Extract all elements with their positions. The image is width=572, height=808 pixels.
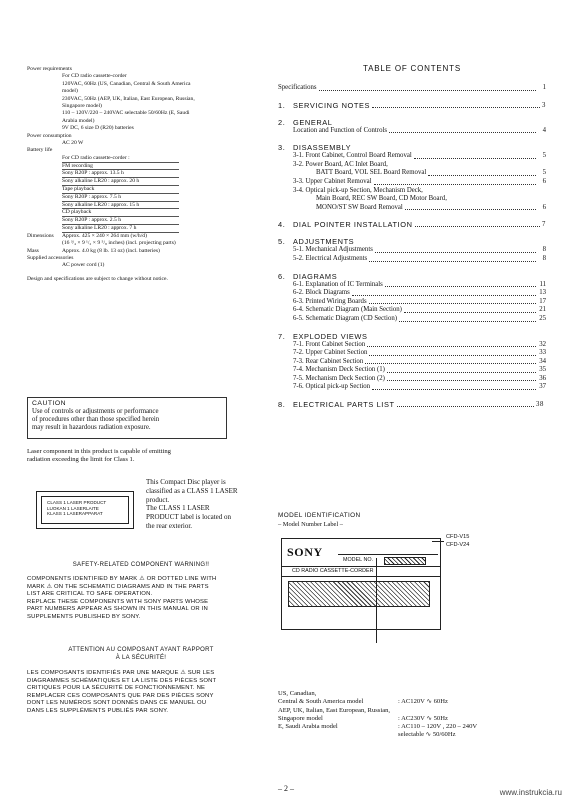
- safety-line: SUPPLEMENTS PUBLISHED BY SONY.: [27, 613, 141, 620]
- section-title: DIAL POINTER INSTALLATION: [293, 220, 413, 230]
- battery-row: Sony R20P : approx. 13.5 h: [62, 170, 179, 178]
- attention-line: LES COMPOSANTS IDENTIFIÉS PAR UNE MARQUE ⚠ SUR LES: [27, 670, 215, 676]
- toc-entry-label: 7-6. Optical pick-up Section: [293, 383, 371, 391]
- table-of-contents: [278, 64, 546, 409]
- specifications-block: [27, 66, 267, 283]
- toc-entry: [278, 195, 546, 204]
- section-title: EXPLODED VIEWS: [293, 331, 368, 341]
- compact-line: classified as a CLASS 1 LASER: [146, 486, 238, 495]
- safety-body: [27, 576, 257, 622]
- safety-line: PART NUMBERS APPEAR AS SHOWN IN THIS MANUAL OR IN: [27, 606, 208, 613]
- laser-label-line: KLASS 1 LASERAPPARAT: [47, 511, 103, 517]
- toc-entry-page: 6: [542, 203, 546, 211]
- region-head: US, Canadian,: [278, 690, 317, 697]
- region-label: Central & South America model: [278, 698, 364, 706]
- battery-row: CD playback: [62, 209, 179, 217]
- mass-row: [27, 248, 267, 255]
- toc-entry[interactable]: [278, 169, 546, 178]
- mass-label: Mass: [27, 247, 39, 254]
- laser-label-line: LUOKAN 1 LASERLAITE: [47, 505, 99, 511]
- toc-entry[interactable]: [278, 366, 546, 375]
- power-line: 120VAC, 60Hz (US, Canadian, Central & South America: [62, 80, 191, 87]
- sony-logo: SONY: [287, 545, 323, 559]
- section-number: 3.: [278, 143, 286, 153]
- region-label: AEP, UK, Italian, East European, Russian,: [278, 706, 391, 714]
- model-number-label-diagram: [281, 538, 441, 630]
- toc-entry-label: 7-5. Mechanism Deck Section (2): [293, 374, 385, 382]
- toc-entry[interactable]: [278, 298, 546, 307]
- section-number: 6.: [278, 271, 286, 281]
- laser-note-line: Laser component in this product is capable of emitting: [27, 448, 171, 455]
- power-line: model): [62, 88, 78, 95]
- model-no-hatch: [384, 557, 426, 565]
- toc-entry-page: 32: [539, 340, 546, 348]
- toc-entry-label: BATT Board, VOL SEL Board Removal: [316, 169, 427, 177]
- section-page: 7: [542, 221, 546, 229]
- safety-line: MARK ⚠ ON THE SCHEMATIC DIAGRAMS AND IN THE PARTS: [27, 583, 209, 590]
- toc-entry[interactable]: [278, 84, 546, 93]
- power-line: 230VAC, 50Hz (AEP, UK, Italian, East European, Russian,: [62, 95, 195, 102]
- toc-entry-label: Location and Function of Controls: [293, 126, 388, 134]
- toc-entry-label: 7-4. Mechanism Deck Section (1): [293, 366, 385, 374]
- toc-entry[interactable]: [278, 349, 546, 358]
- toc-entry[interactable]: [278, 358, 546, 367]
- toc-section-8[interactable]: [278, 400, 546, 409]
- power-line: 9V DC, 6 size D (R20) batteries: [62, 125, 134, 132]
- power-requirements-label: Power requirements: [27, 66, 72, 72]
- toc-entry-page: 21: [539, 306, 546, 314]
- power-consumption-label: Power consumption: [27, 132, 72, 139]
- toc-entry-label: 3-4. Optical pick-up Section, Mechanism Deck,: [293, 186, 423, 194]
- toc-entry-label: 3-1. Front Cabinet, Control Board Removal: [293, 152, 412, 160]
- toc-entry-page: 33: [539, 349, 546, 357]
- safety-title: SAFETY-RELATED COMPONENT WARNING!!: [72, 562, 210, 568]
- section-page: 3: [542, 101, 546, 109]
- toc-entry[interactable]: [278, 375, 546, 384]
- compact-line: This Compact Disc player is: [146, 478, 226, 486]
- toc-entry-label: 6-5. Schematic Diagram (CD Section): [293, 314, 398, 322]
- leader-line: [376, 558, 377, 643]
- section-title: DISASSEMBLY: [293, 143, 352, 153]
- toc-entry-label: 3-2. Power Board, AC Inlet Board,: [293, 160, 388, 168]
- accessories-value: AC power cord (1): [62, 262, 105, 269]
- toc-entry-page: 25: [539, 314, 546, 322]
- product-name-bar: [282, 566, 440, 577]
- compact-disc-note: [146, 478, 256, 531]
- region-label: [278, 731, 398, 739]
- caution-line: of procedures other than those specified herein: [32, 416, 160, 423]
- region-value: : AC230V ∿ 50Hz: [398, 714, 448, 722]
- power-for-model: For CD radio cassette-corder: [62, 73, 127, 80]
- region-value: : AC110 – 120V , 220 – 240V: [398, 723, 478, 731]
- power-consumption-value: AC 20 W: [62, 140, 84, 147]
- battery-life-table: [62, 155, 179, 233]
- toc-entry[interactable]: [278, 281, 546, 290]
- toc-entry[interactable]: [278, 255, 546, 264]
- compact-line: product.: [146, 495, 170, 504]
- safety-line: LIST ARE CRITICAL TO SAFE OPERATION.: [27, 591, 153, 598]
- toc-entry-label: 6-3. Printed Wiring Boards: [293, 297, 367, 305]
- toc-entry-page: 11: [539, 280, 546, 288]
- laser-label-text: [41, 496, 129, 524]
- model-list: [446, 533, 469, 549]
- toc-entry-page: 8: [542, 254, 546, 262]
- region-label: E, Saudi Arabia model: [278, 723, 338, 731]
- power-line: Singapore model): [62, 103, 102, 110]
- toc-section-3: [278, 143, 546, 152]
- toc-entry-page: 8: [542, 246, 546, 254]
- toc-entry: [278, 161, 546, 170]
- model-no-field: [338, 554, 438, 566]
- dimensions-value-inch: (16 ³/₄ × 9 ¹/₂ × 9 ⁵/₈ inches) (incl. projecting parts): [62, 240, 176, 247]
- section-title: ELECTRICAL PARTS LIST: [293, 400, 395, 410]
- toc-section-6: [278, 272, 546, 281]
- model-identification-subtitle: – Model Number Label –: [278, 521, 343, 528]
- toc-entry[interactable]: [278, 127, 546, 136]
- toc-entry-page: 13: [539, 289, 546, 297]
- battery-row: Sony alkaline LR20 : approx. 7 h: [62, 225, 179, 233]
- toc-entry[interactable]: [278, 306, 546, 315]
- section-number: 4.: [278, 220, 286, 230]
- product-name: CD RADIO CASSETTE-CORDER: [292, 568, 374, 574]
- battery-row: Sony alkaline LR20 : approx. 15 h: [62, 201, 179, 209]
- region-row: [278, 698, 548, 706]
- accessories-label: Supplied accessories: [27, 255, 74, 262]
- toc-entry-label: 3-3. Upper Cabinet Removal: [293, 177, 372, 185]
- laser-note-line: radiation exceeding the limit for Class 1.: [27, 456, 135, 464]
- toc-section-2: [278, 118, 546, 127]
- section-title: GENERAL: [293, 117, 333, 127]
- caution-box: [27, 397, 227, 439]
- toc-entry-label: MONO/ST SW Board Removal: [316, 203, 403, 211]
- laser-class-label: [36, 491, 134, 529]
- battery-row: Sony R20P : approx. 7.5 h: [62, 193, 179, 201]
- toc-entry[interactable]: [278, 383, 546, 392]
- model-identification-title: MODEL IDENTIFICATION: [278, 512, 361, 519]
- toc-entry-page: 6: [542, 177, 546, 185]
- caution-line: may result in hazardous radiation exposure.: [32, 424, 151, 431]
- battery-row: Tape playback: [62, 186, 179, 194]
- attention-body: [27, 670, 257, 716]
- region-voltage-table: [278, 690, 548, 740]
- leader-line-models: [432, 541, 444, 542]
- region-row: [278, 707, 548, 715]
- battery-row: Sony R20P : approx. 2.5 h: [62, 217, 179, 225]
- section-title: SERVICING NOTES: [293, 100, 371, 110]
- caution-line: Use of controls or adjustments or performance: [32, 408, 159, 415]
- label-hatch-area: [288, 581, 430, 607]
- region-value: : AC120V ∿ 60Hz: [398, 698, 448, 706]
- compact-line: the rear exterior.: [146, 521, 193, 530]
- battery-row: Sony alkaline LR20 : approx. 20 h: [62, 178, 179, 186]
- toc-entry[interactable]: [278, 341, 546, 350]
- dimensions-label: Dimensions: [27, 232, 54, 239]
- toc-entry-label: 7-1. Front Cabinet Section: [293, 340, 366, 348]
- toc-section-5: [278, 237, 546, 246]
- attention-title: [27, 647, 255, 662]
- toc-entry-page: 4: [542, 126, 546, 134]
- section-title: DIAGRAMS: [293, 271, 338, 281]
- section-number: 8.: [278, 400, 286, 410]
- toc-section-1[interactable]: [278, 101, 546, 110]
- toc-entry-page: 35: [539, 366, 546, 374]
- toc-entry[interactable]: [278, 178, 546, 187]
- section-number: 7.: [278, 331, 286, 341]
- toc-entry-page: 34: [539, 357, 546, 365]
- toc-title: TABLE OF CONTENTS: [363, 64, 461, 73]
- attention-line: DONT LES NUMÉROS SONT DONNÉS DANS CE MANUEL OU: [27, 700, 207, 707]
- model-name: CFD-V24: [446, 542, 470, 548]
- toc-entry: [278, 187, 546, 196]
- toc-entry-label: 6-4. Schematic Diagram (Main Section): [293, 306, 402, 314]
- spec-disclaimer: Design and specifications are subject to change without notice.: [27, 275, 168, 282]
- laser-label-line: CLASS 1 LASER PRODUCT: [47, 500, 107, 505]
- toc-entry[interactable]: [278, 315, 546, 324]
- section-number: 2.: [278, 117, 286, 127]
- toc-entry-page: 5: [542, 152, 546, 160]
- attention-title-line: ATTENTION AU COMPOSANT AYANT RAPPORT: [68, 647, 214, 653]
- power-line: Arabia model): [62, 117, 95, 124]
- attention-line: CRITIQUES POUR LA SÉCURITÉ DE FONCTIONNEMENT. NE: [27, 685, 206, 692]
- toc-entry-label: 7-2. Upper Cabinet Section: [293, 349, 368, 357]
- toc-entry-label: Specifications: [278, 84, 317, 91]
- region-row: [278, 723, 548, 731]
- toc-entry-label: 6-1. Explanation of IC Terminals: [293, 280, 383, 288]
- safety-line: REPLACE THESE COMPONENTS WITH SONY PARTS WHOSE: [27, 598, 209, 605]
- toc-section-7: [278, 332, 546, 341]
- toc-section-4[interactable]: [278, 220, 546, 229]
- region-row: [278, 715, 548, 723]
- toc-entry-page: 37: [539, 383, 546, 391]
- toc-entry-label: Main Board, REC SW Board, CD Motor Board,: [316, 195, 447, 203]
- section-number: 1.: [278, 100, 286, 110]
- region-row: [278, 731, 548, 739]
- region-label: Singapore model: [278, 714, 323, 722]
- battery-for: For CD radio cassette-corder :: [62, 155, 179, 162]
- power-line: 110 – 120V/220 – 240VAC selectable 50/60Hz (E, Saudi: [62, 110, 190, 117]
- toc-entry-page: 5: [542, 169, 546, 177]
- toc-entry[interactable]: [278, 246, 546, 255]
- toc-entry-label: 6-2. Block Diagrams: [293, 289, 350, 297]
- toc-entry[interactable]: [278, 152, 546, 161]
- toc-entry-label: 5-1. Mechanical Adjustments: [293, 246, 373, 254]
- toc-entry-label: 7-3. Rear Cabinet Section: [293, 357, 364, 365]
- page-number: – 2 –: [278, 784, 294, 793]
- caution-title: CAUTION: [32, 400, 67, 407]
- battery-row: FM recording: [62, 162, 179, 170]
- model-no-label: MODEL NO.: [343, 557, 374, 563]
- watermark-link[interactable]: www.instrukcia.ru: [499, 788, 562, 797]
- attention-line: DIAGRAMMES SCHÉMATIQUES ET LA LISTE DES PIÈCES SONT: [27, 677, 217, 684]
- section-number: 5.: [278, 237, 286, 247]
- compact-line: The CLASS 1 LASER: [146, 504, 210, 513]
- compact-line: PRODUCT label is located on: [146, 513, 232, 522]
- section-title: ADJUSTMENTS: [293, 237, 355, 247]
- toc-entry-page: 17: [539, 297, 546, 305]
- model-name: CFD-V15: [446, 534, 470, 540]
- toc-entry[interactable]: [278, 289, 546, 298]
- toc-entry[interactable]: [278, 204, 546, 213]
- toc-entry-page: 36: [539, 374, 546, 382]
- dimensions-value: Approx. 425 × 240 × 264 mm (w/h/d): [62, 232, 147, 239]
- section-page: 38: [536, 401, 544, 409]
- attention-title-line: À LA SÉCURITÉ!: [115, 654, 167, 661]
- battery-life-label: Battery life: [27, 147, 53, 154]
- attention-line: DANS LES SUPPLÉMENTS PUBLIÉS PAR SONY.: [27, 707, 169, 714]
- mass-value: Approx. 4.0 kg (8 lb. 13 oz) (incl. batteries): [62, 247, 160, 254]
- toc-entry-label: 5-2. Electrical Adjustments: [293, 254, 368, 262]
- safety-line: COMPONENTS IDENTIFIED BY MARK ⚠ OR DOTTED LINE WITH: [27, 576, 217, 582]
- attention-line: REMPLACER CES COMPOSANTS QUE PAR DES PIÈCES SONY: [27, 692, 214, 699]
- region-value: selectable ∿ 50/60Hz: [398, 731, 456, 739]
- toc-entry-page: 1: [542, 84, 546, 91]
- laser-note: [27, 448, 252, 464]
